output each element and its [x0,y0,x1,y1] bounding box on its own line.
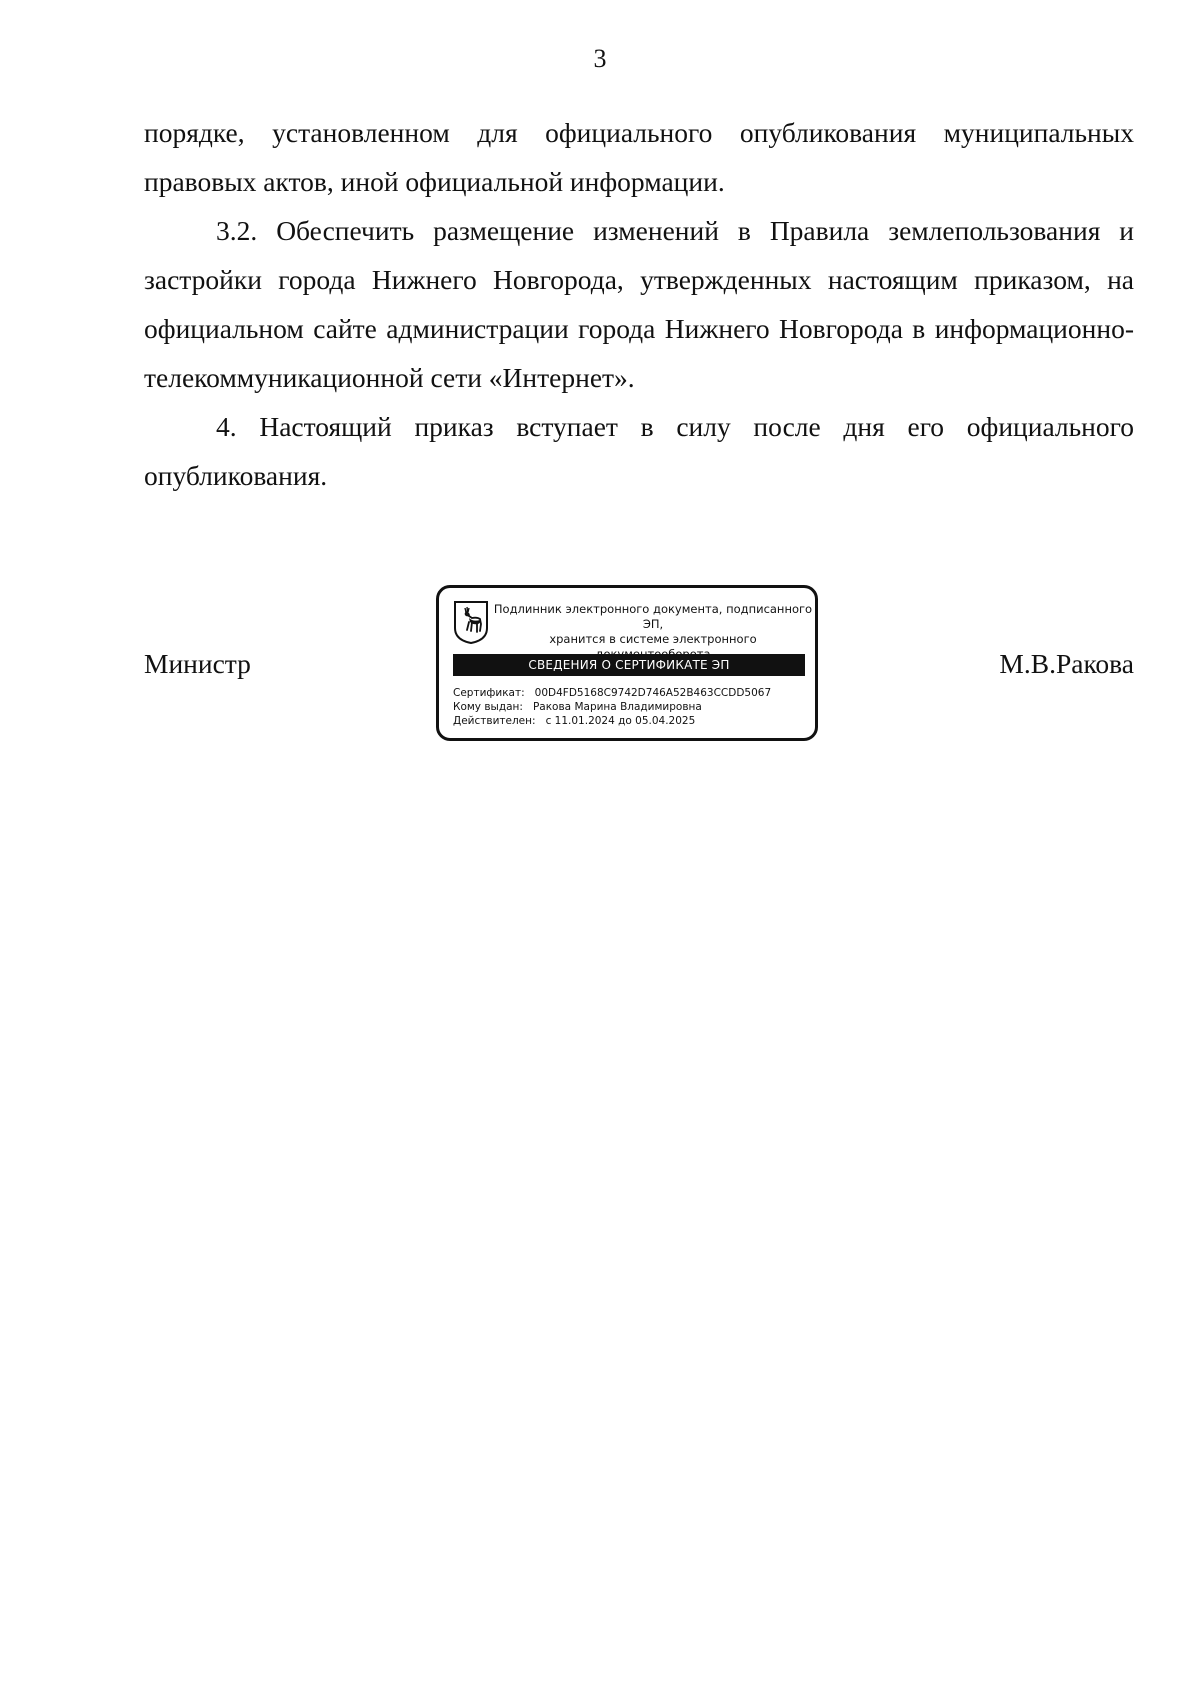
document-body [144,108,1134,500]
paragraph-4: 4. Настоящий приказ вступает в силу после дня его официального опубликования. [144,411,1134,491]
page-number: 3 [593,44,607,73]
signatory-position: Министр [144,648,251,679]
validity-value: с 11.01.2024 до 05.04.2025 [545,715,696,727]
paragraph-publication-order: порядке, установленном для официального опубликования муниципальных правовых актов, иной официальной информации. [144,117,1134,197]
validity-row [453,714,805,728]
stamp-certificate-title: СВЕДЕНИЯ О СЕРТИФИКАТЕ ЭП [453,654,805,676]
e-signature-stamp [436,585,818,741]
deer-coat-of-arms-icon [453,600,489,644]
certificate-row [453,686,805,700]
issued-to-row [453,700,805,714]
issued-to-value: Ракова Марина Владимировна [532,701,702,713]
signatory-name: М.В.Ракова [999,648,1134,679]
certificate-value: 00D4FD5168C9742D746A52B463CCDD5067 [534,687,772,699]
validity-label: Действителен: [453,715,543,727]
issued-to-label: Кому выдан: [453,701,530,713]
paragraph-3-2: 3.2. Обеспечить размещение изменений в Правила землепользования и застройки города Нижнего Новгорода, утвержденных настоящим приказом, на официальном сайте администрации города Нижнего Новгорода в информационно-телекоммуникационной сети «Интернет». [144,215,1134,393]
stamp-details [453,686,805,728]
stamp-header-line2: хранится в системе электронного [549,632,757,646]
certificate-label: Сертификат: [453,687,532,699]
stamp-header [493,602,813,662]
stamp-header-line1: Подлинник электронного документа, подписанного ЭП, [493,602,813,631]
